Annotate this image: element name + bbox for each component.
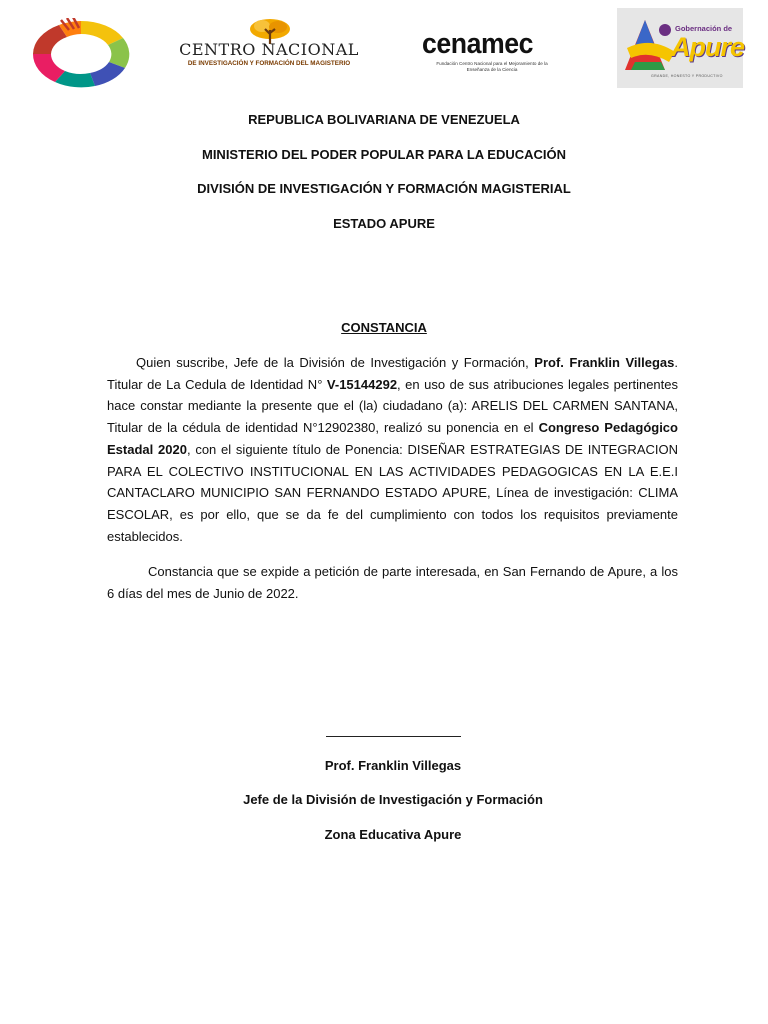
p1-congress-name: Congreso Pedagógico Estadal 2020 [107, 420, 678, 457]
heading-country: REPUBLICA BOLIVARIANA DE VENEZUELA [248, 112, 520, 127]
p1-text-1: Quien suscribe, Jefe de la División de Investigación y Formación, [136, 355, 535, 370]
signature-position: Jefe de la División de Investigación y Formación [243, 792, 543, 807]
p1-text-4: , con el siguiente título de Ponencia: DISEÑAR ESTRATEGIAS DE INTEGRACION PARA EL COLECTIVO INSTITUCIONAL EN LAS ACTIVIDADES PEDAGOGICAS EN LA E.E.I CANTACLARO MUNICIPIO SAN FERNANDO ESTADO APURE, Línea de investigación: CLIMA ESCOLAR, es por ello, que se da fe del cumplimiento con todos los requisitos previamente establecidos. [107, 441, 678, 544]
body-paragraph-2: Constancia que se expide a petición de parte interesada, en San Fernando de Apure, a los 6 días del mes de Junio de 2022. [107, 564, 678, 601]
centro-nacional-logo [178, 18, 360, 74]
p1-text-2: . Titular de La Cedula de Identidad N° [107, 355, 678, 392]
p1-text-3: , en uso de sus atribuciones legales pertinentes hace constar mediante la presente que el (la) ciudadano (a): ARELIS DEL CARMEN SANTANA, Titular de la cédula de identidad N°12902380, realizó su ponencia en el [107, 376, 679, 436]
signature-name: Prof. Franklin Villegas [324, 758, 462, 773]
cenamec-name: cenamec [422, 28, 534, 60]
apure-top-text: Gobernación de [675, 24, 733, 33]
heading-division: DIVISIÓN DE INVESTIGACIÓN Y FORMACIÓN MAGISTERIAL [197, 181, 571, 196]
heading-ministry: MINISTERIO DEL PODER POPULAR PARA LA EDUCACIÓN [201, 147, 567, 162]
heading-state: ESTADO APURE [333, 216, 435, 231]
signature-zone: Zona Educativa Apure [324, 827, 462, 842]
signature-line [326, 736, 461, 737]
cenamec-subtitle: Fundación Centro Nacional para el Mejoramiento de la Enseñanza de la Ciencia [436, 61, 548, 72]
p1-signer-name: Prof. Franklin Villegas [534, 355, 675, 370]
apure-subtitle: GRANDE, HONESTO Y PRODUCTIVO [651, 74, 723, 78]
centro-nacional-name: CENTRO NACIONAL [179, 40, 359, 59]
ministry-ring-logo [30, 18, 132, 90]
p1-id-number: V-15144292 [326, 376, 398, 392]
document-title: CONSTANCIA [341, 320, 427, 335]
cenamec-logo [418, 28, 558, 78]
header-logos [0, 0, 768, 100]
centro-nacional-subtitle: DE INVESTIGACIÓN Y FORMACIÓN DEL MAGISTERIO [187, 60, 351, 67]
body-paragraph-1 [107, 352, 678, 547]
apure-word: Apure [671, 32, 745, 62]
gobernacion-apure-logo [617, 8, 743, 88]
